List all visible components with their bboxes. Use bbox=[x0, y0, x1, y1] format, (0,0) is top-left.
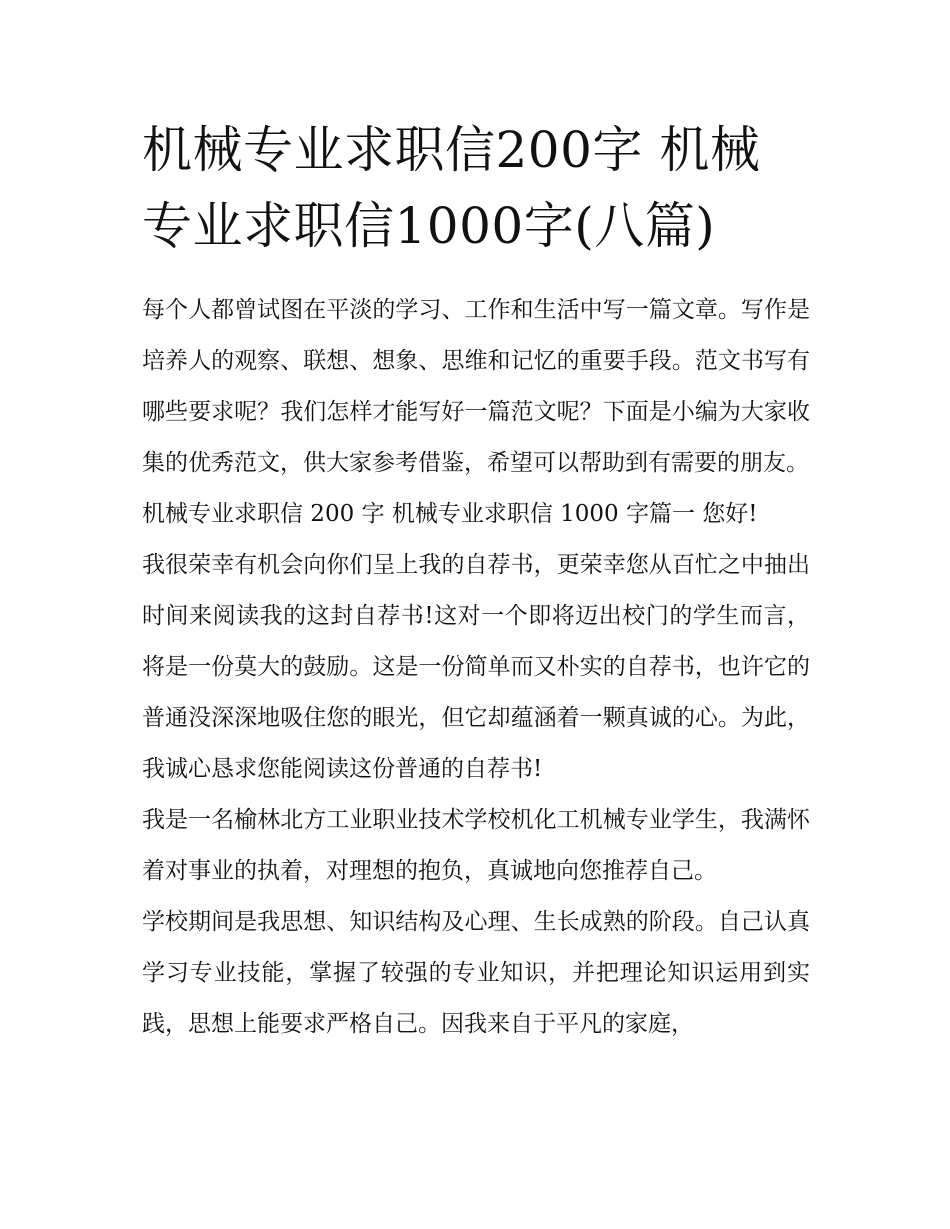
document-page bbox=[142, 0, 810, 1050]
document-body bbox=[142, 285, 810, 1050]
intro-paragraph: 每个人都曾试图在平淡的学习、工作和生活中写一篇文章。写作是培养人的观察、联想、想象、思维和记忆的重要手段。范文书写有哪些要求呢？我们怎样才能写好一篇范文呢？下面是小编为大家收集的优秀范文，供大家参考借鉴，希望可以帮助到有需要的朋友。 bbox=[142, 297, 810, 476]
document-title: 机械专业求职信200字 机械专业求职信1000字(八篇) bbox=[142, 121, 761, 255]
body-paragraph-1: 我很荣幸有机会向你们呈上我的自荐书，更荣幸您从百忙之中抽出时间来阅读我的这封自荐书!这对一个即将迈出校门的学生而言，将是一份莫大的鼓励。这是一份简单而又朴实的自荐书，也许它的普通没深深地吸住您的眼光，但它却蕴涵着一颗真诚的心。为此，我诚心恳求您能阅读这份普通的自荐书! bbox=[142, 552, 810, 782]
body-paragraph-3: 学校期间是我思想、知识结构及心理、生长成熟的阶段。自己认真学习专业技能，掌握了较强的专业知识，并把理论知识运用到实践，思想上能要求严格自己。因我来自于平凡的家庭， bbox=[142, 909, 810, 1037]
section-heading-paragraph: 机械专业求职信 200 字 机械专业求职信 1000 字篇一 您好! bbox=[142, 501, 758, 527]
body-paragraph-2: 我是一名榆林北方工业职业技术学校机化工机械专业学生，我满怀着对事业的执着，对理想的抱负，真诚地向您推荐自己。 bbox=[142, 807, 810, 884]
